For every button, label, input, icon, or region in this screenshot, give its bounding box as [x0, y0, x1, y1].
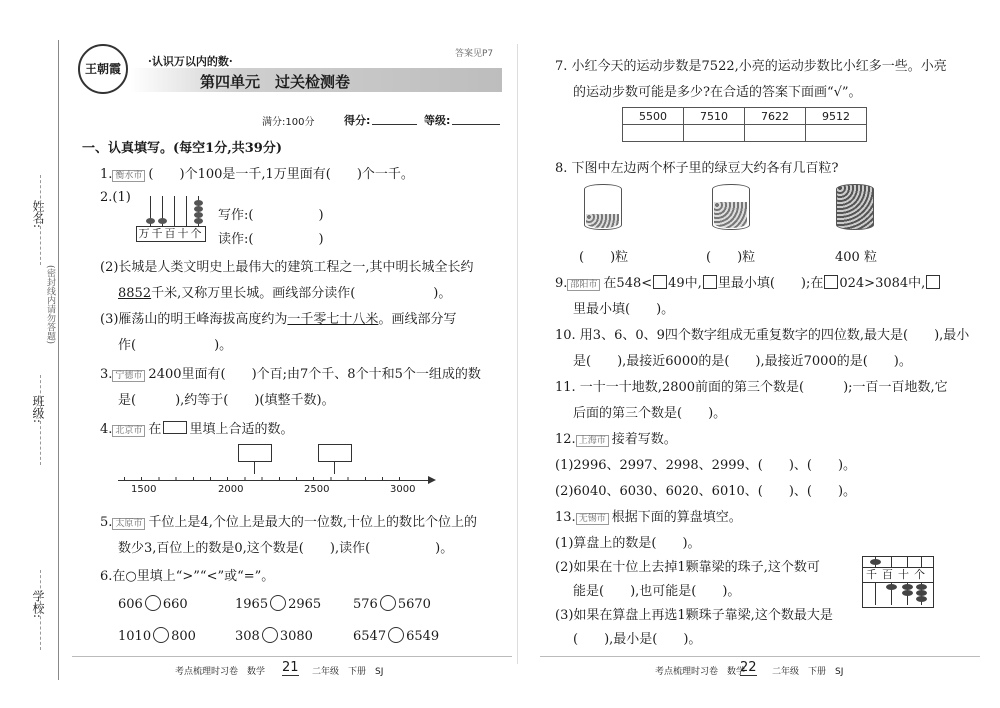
q5-region-tag: 太原市 [112, 518, 145, 530]
q7-line1: 7. 小红今天的运动步数是7522,小亮的运动步数比小红多一些。小亮 [555, 59, 947, 74]
q2-write: 写作:( ) [218, 208, 324, 223]
brand-name: 王朝霞 [84, 62, 121, 76]
footer-left-grade: 二年级 下册 SJ [312, 667, 384, 677]
compare-value: 1010 [118, 629, 152, 644]
full-score: 满分:100分 [262, 117, 315, 128]
q2-2-number: 8852 [118, 286, 152, 301]
tick-label-3000: 3000 [390, 484, 416, 495]
section-tag: ·认识万以内的数· [148, 55, 233, 68]
section-heading: 一、认真填写。(每空1分,共39分) [82, 141, 282, 156]
question-4 [100, 418, 293, 437]
q2-2-line1: (2)长城是人类文明史上最伟大的建筑工程之一,其中明长城全长约 [100, 260, 474, 275]
q12-region-tag: 上海市 [576, 435, 609, 447]
check-cell[interactable] [806, 125, 867, 142]
q2-3-line1 [100, 308, 456, 327]
q12-text: 接着写数。 [611, 432, 677, 447]
q5-number: 5. [100, 515, 113, 530]
compare-row-1 [118, 595, 188, 612]
q3-region-tag: 宁德市 [112, 370, 145, 382]
compare-value: 660 [162, 597, 188, 612]
q2-read: 读作:( ) [218, 232, 324, 247]
compare-circle[interactable] [262, 627, 278, 643]
cup-3-label: 400 粒 [835, 250, 877, 265]
q13 [555, 506, 742, 525]
score-label: 得分: [344, 114, 371, 127]
step-option: 7622 [745, 108, 806, 125]
footer-right: 考点梳理时习卷 数学 [655, 667, 746, 677]
q3-number: 3. [100, 367, 113, 382]
compare-row-1c [353, 595, 431, 612]
q1-region-tag: 衡水市 [112, 170, 145, 182]
footer-right-grade: 二年级 下册 SJ [772, 667, 844, 677]
blank-square-icon [926, 275, 940, 289]
question-5-line2: 数少3,百位上的数是0,这个数是( ),读作( )。 [118, 541, 454, 556]
page-number-right: 22 [740, 660, 757, 675]
question-6: 6.在○里填上“>”“<”或“=”。 [100, 569, 275, 584]
compare-value: 576 [353, 597, 378, 612]
compare-value: 2965 [288, 597, 322, 612]
compare-row-2 [118, 627, 196, 644]
compare-circle[interactable] [388, 627, 404, 643]
page-number-left: 21 [282, 660, 299, 675]
q13-part1: (1)算盘上的数是( )。 [555, 536, 701, 551]
q10-line2: 是( ),最接近6000的是( ),最接近7000的是( )。 [573, 354, 912, 369]
numberline-box-1 [238, 444, 272, 462]
tick-label-2500: 2500 [304, 484, 330, 495]
tick-label-2000: 2000 [218, 484, 244, 495]
compare-value: 3080 [279, 629, 313, 644]
q12-number: 12. [555, 432, 576, 447]
seal-note: (密封线内请勿答题) [45, 265, 55, 345]
school-label: 学校: [31, 590, 45, 619]
step-option: 5500 [623, 108, 684, 125]
steps-table [622, 107, 867, 142]
q12-part1: (1)2996、2997、2998、2999、( )、( )。 [555, 458, 857, 473]
check-cell[interactable] [684, 125, 745, 142]
check-cell[interactable] [745, 125, 806, 142]
compare-value: 6549 [406, 629, 440, 644]
cup-1-figure [584, 184, 622, 230]
compare-row-2c [353, 627, 439, 644]
q1-text: ( )个100是一千,1万里面有( )个一千。 [148, 167, 414, 182]
q9-line1 [555, 272, 941, 291]
q12-part2: (2)6040、6030、6020、6010、( )、( )。 [555, 484, 857, 499]
q2-3-end: 。画线部分写 [378, 312, 457, 327]
q2-number: 2.(1) [100, 190, 131, 205]
question-5-line1 [100, 511, 477, 530]
compare-value: 6547 [353, 629, 387, 644]
abacus-figure [134, 196, 206, 242]
footer-rule-right [540, 656, 980, 657]
q13-number: 13. [555, 510, 576, 525]
blank-square-icon [824, 275, 838, 289]
score-line [372, 124, 417, 125]
compare-value: 606 [118, 597, 143, 612]
q12 [555, 428, 677, 447]
check-cell[interactable] [623, 125, 684, 142]
cup-3-figure [836, 184, 874, 230]
q13-part3-line1: (3)如果在算盘上再选1颗珠子靠梁,这个数最大是 [555, 608, 833, 623]
q13-text: 根据下面的算盘填空。 [611, 510, 742, 525]
q7-line2: 的运动步数可能是多少?在合适的答案下面画“√”。 [573, 85, 862, 100]
compare-row-1b [235, 595, 321, 612]
class-label: 班级: [31, 395, 45, 424]
step-option: 7510 [684, 108, 745, 125]
page-title: 第四单元 过关检测卷 [200, 73, 351, 91]
answer-ref: 答案见P7 [455, 49, 494, 59]
q8: 8. 下图中左边两个杯子里的绿豆大约各有几百粒? [555, 161, 839, 176]
abacus-2-figure [862, 556, 934, 608]
q9-number: 9. [555, 276, 568, 291]
q2-3-text: (3)雁荡山的明王峰海拔高度约为 [100, 312, 288, 327]
q3-text: 2400里面有( )个百;由7个千、8个十和5个一组成的数 [148, 367, 481, 382]
q13-region-tag: 无锡市 [576, 513, 609, 525]
q2-2-text: 千米,又称万里长城。画线部分读作( )。 [151, 286, 452, 301]
q4-text: 在 [148, 422, 162, 437]
q9-text: 在548< [603, 276, 653, 291]
q10-line1: 10. 用3、6、0、9四个数字组成无重复数字的四位数,最大是( ),最小 [555, 328, 970, 343]
compare-value: 308 [235, 629, 260, 644]
q2-3-underlined: 一千零七十八米 [287, 312, 379, 327]
q2-3-line2: 作( )。 [118, 338, 233, 353]
grade-line [452, 124, 500, 125]
compare-value: 800 [171, 629, 196, 644]
q13-part3-line2: ( ),最小是( )。 [573, 632, 702, 647]
abacus-2-labels: 千百十个 [863, 567, 933, 583]
compare-value: 1965 [235, 597, 269, 612]
question-3-line1 [100, 363, 481, 382]
grade-label: 等级: [424, 114, 451, 127]
q4-number: 4. [100, 422, 113, 437]
q2-2-line2 [118, 282, 451, 301]
q4-region-tag: 北京市 [112, 425, 145, 437]
question-3-line2: 是( ),约等于( )(填整千数)。 [118, 393, 335, 408]
answer-box-icon [163, 421, 187, 434]
q9-line2: 里最小填( )。 [573, 302, 675, 317]
q4-text2: 里填上合适的数。 [189, 422, 294, 437]
question-1 [100, 163, 414, 182]
compare-row-2b [235, 627, 313, 644]
q1-number: 1. [100, 167, 113, 182]
q5-text: 千位上是4,个位上是最大的一位数,十位上的数比个位上的 [148, 515, 477, 530]
compare-value: 5670 [397, 597, 431, 612]
compare-circle[interactable] [153, 627, 169, 643]
tick-label-1500: 1500 [131, 484, 157, 495]
numberline-box-2 [318, 444, 352, 462]
q13-part2-line2: 能是( ),也可能是( )。 [573, 584, 741, 599]
q9-region-tag: 邵阳市 [567, 279, 600, 291]
q13-part2-line1: (2)如果在十位上去掉1颗靠梁的珠子,这个数可 [555, 560, 820, 575]
cup-2-label: ( )粒 [706, 250, 756, 265]
blank-square-icon [653, 275, 667, 289]
step-option: 9512 [806, 108, 867, 125]
blank-square-icon [703, 275, 717, 289]
q9-text2: 49中, [668, 276, 702, 291]
footer-left: 考点梳理时习卷 数学 [175, 667, 266, 677]
cup-2-figure [712, 184, 750, 230]
q11-line1: 11. 一十一十地数,2800前面的第三个数是( );一百一百地数,它 [555, 380, 948, 395]
number-line [118, 444, 438, 500]
footer-rule-left [72, 656, 512, 657]
compare-circle[interactable] [270, 595, 286, 611]
page-divider [517, 44, 518, 664]
q11-line2: 后面的第三个数是( )。 [573, 406, 727, 421]
q9-text3: 里最小填( );在 [717, 276, 824, 291]
compare-circle[interactable] [380, 595, 396, 611]
brand-logo [78, 44, 128, 94]
name-label: 姓名: [31, 200, 45, 229]
abacus-labels: 万千百十个 [136, 226, 206, 242]
q9-text4: 024>3084中, [839, 276, 926, 291]
cup-1-label: ( )粒 [579, 250, 629, 265]
binding-strip [0, 0, 72, 708]
compare-circle[interactable] [145, 595, 161, 611]
